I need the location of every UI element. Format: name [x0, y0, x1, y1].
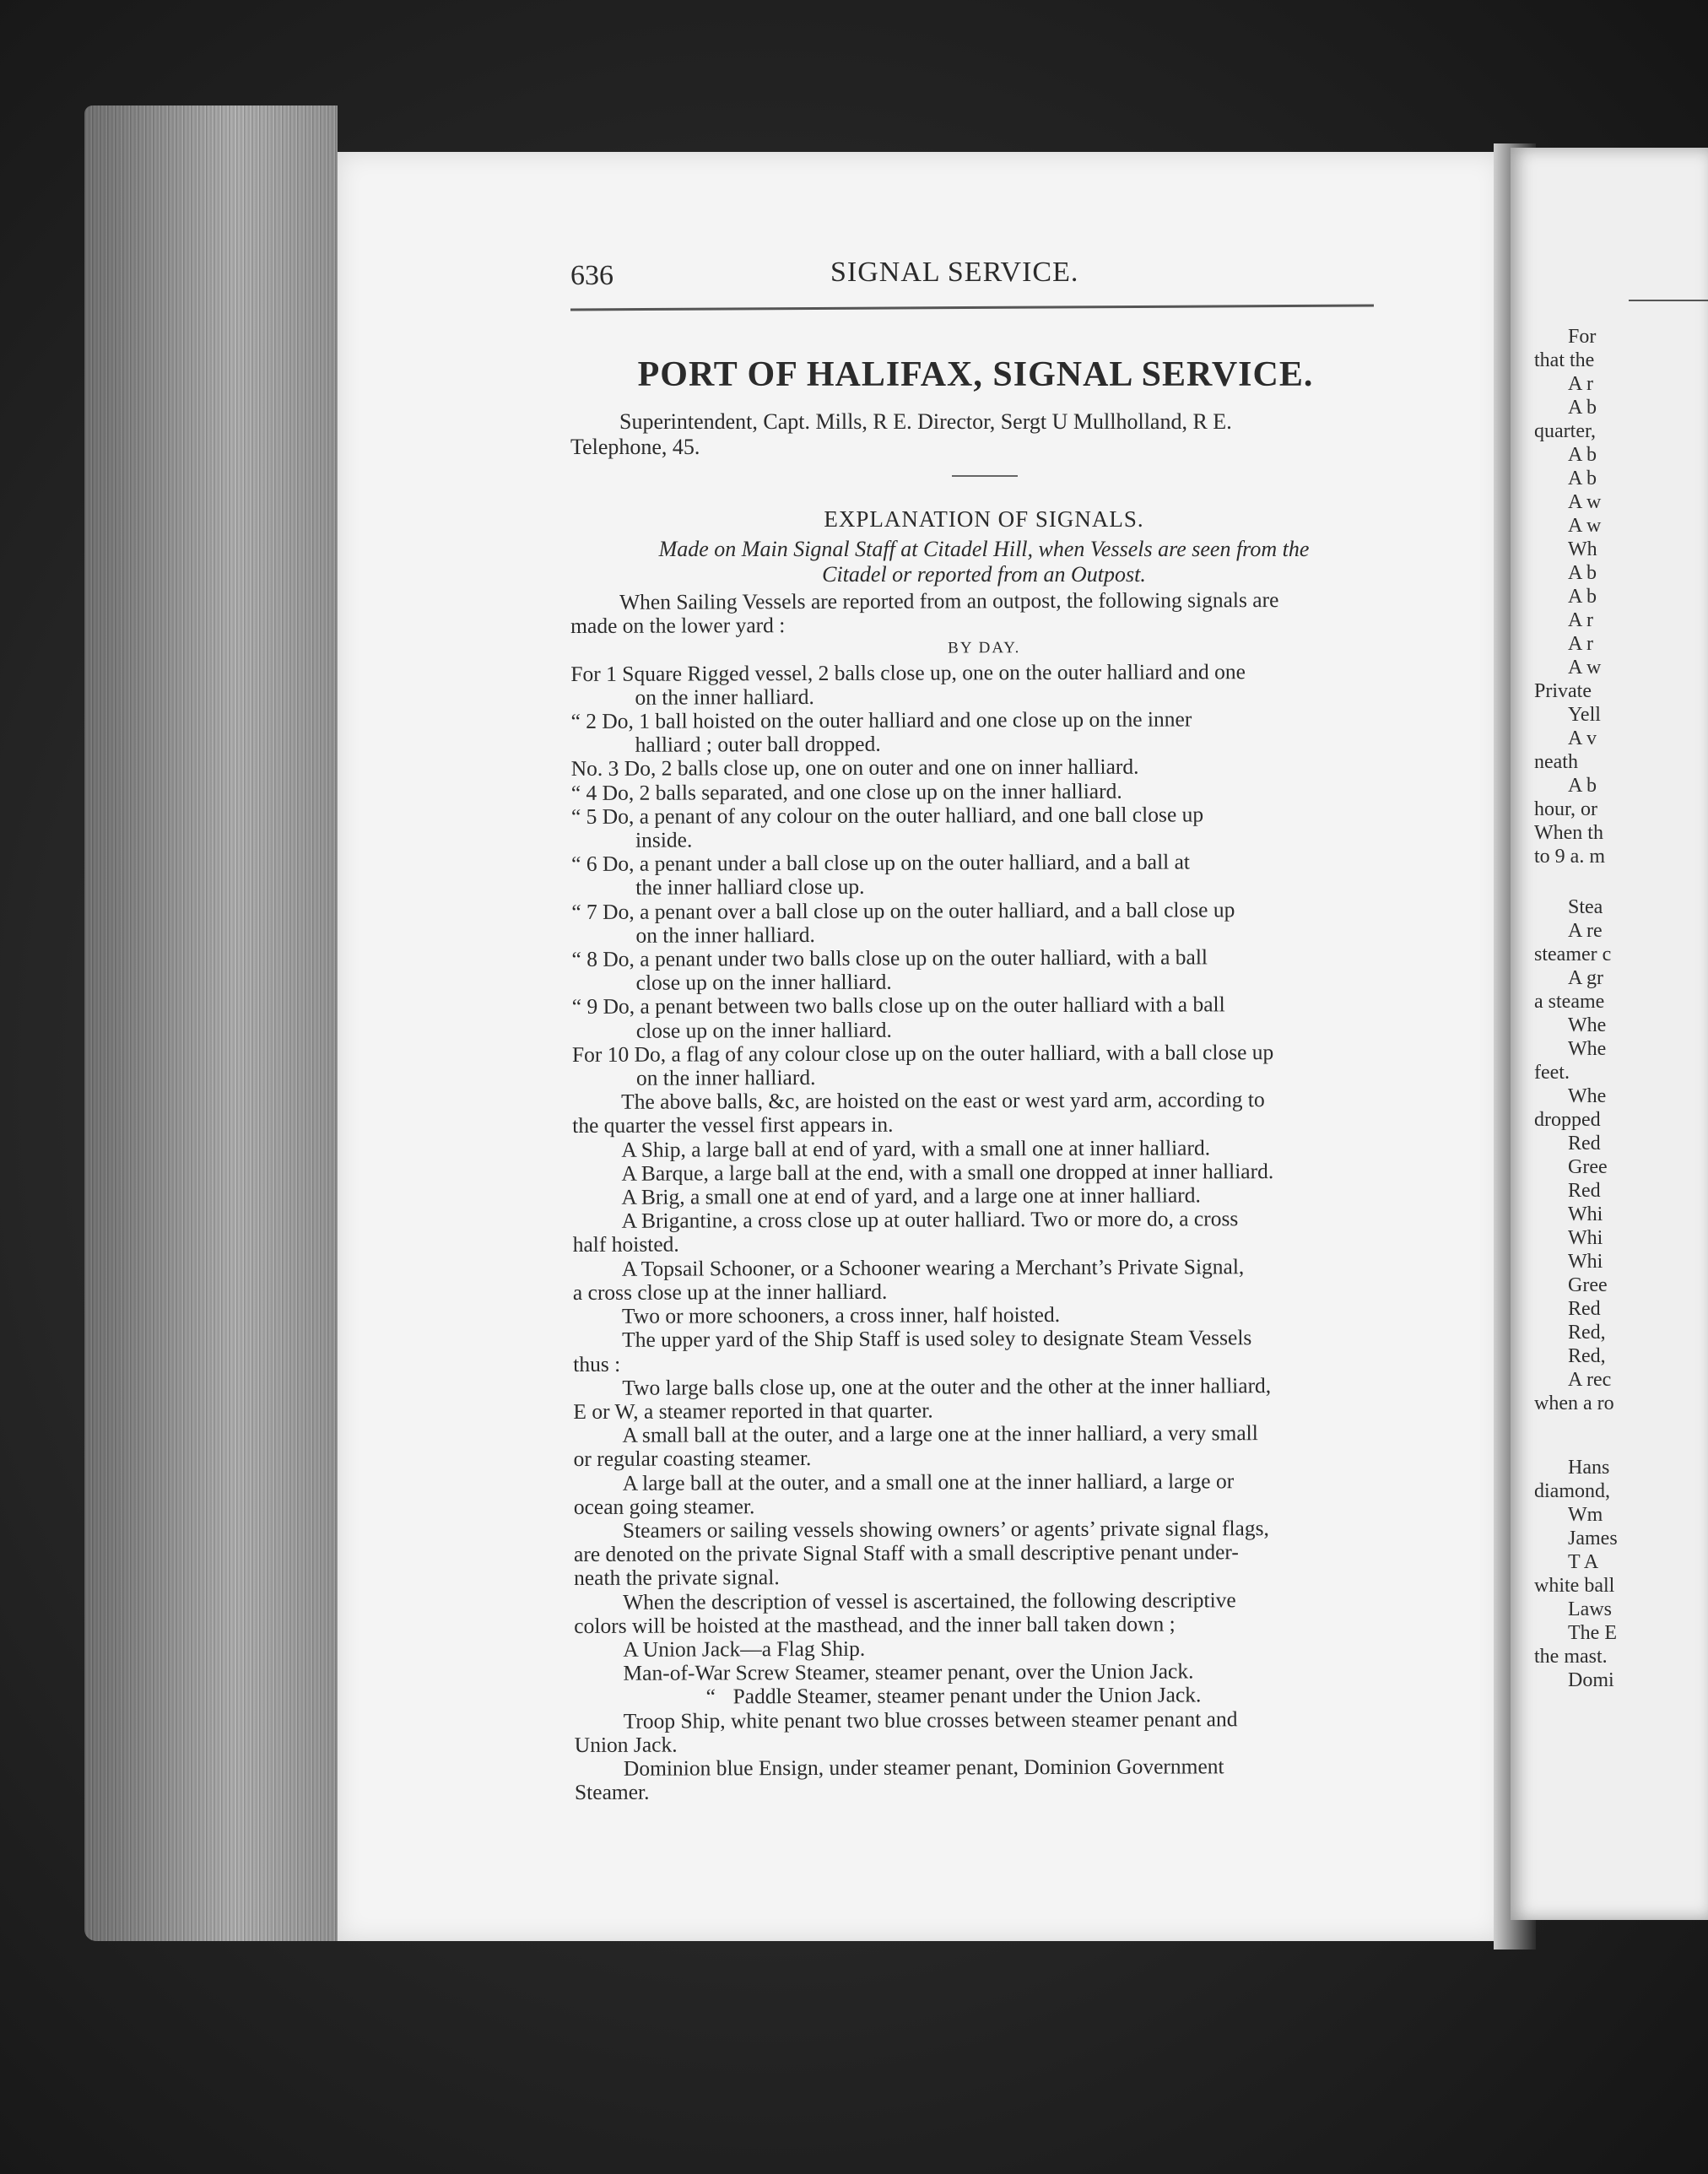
steamer-signal: A large ball at the outer, and a small one at the inner halliard, a large or: [622, 1468, 1235, 1495]
right-page-line: A b: [1568, 562, 1597, 584]
right-page-line: when a ro: [1534, 1393, 1614, 1414]
right-page-line: A w: [1568, 491, 1602, 513]
right-page-line: A b: [1568, 444, 1597, 466]
signal-entry: “ 4 Do, 2 balls separated, and one close up on the inner halliard.: [570, 778, 1122, 805]
section-subheading: [570, 537, 1397, 587]
subheading-line: Made on Main Signal Staff at Citadel Hill, when Vessels are seen from the: [658, 537, 1310, 561]
right-page-line: Red: [1568, 1180, 1601, 1202]
right-page-line: A rec: [1568, 1369, 1612, 1391]
descriptive-signal: Steamer.: [574, 1779, 650, 1805]
right-page-line: that the: [1534, 349, 1595, 371]
paddle-signal: Paddle Steamer, steamer penant under the Union Jack.: [732, 1682, 1202, 1709]
right-page-line: Gree: [1568, 1274, 1608, 1296]
right-page: [1511, 148, 1708, 1920]
steamer-signal: ocean going steamer.: [573, 1493, 755, 1519]
signal-entry-continued: close up on the inner halliard.: [635, 969, 892, 995]
vessel-signal: A Ship, a large ball at end of yard, with a small one at inner halliard.: [621, 1135, 1211, 1162]
right-page-line: A w: [1568, 515, 1602, 537]
page-header: [570, 253, 1382, 304]
right-page-line: Stea: [1568, 896, 1603, 918]
right-page-line: Yell: [1568, 704, 1601, 726]
right-page-line: quarter,: [1534, 420, 1596, 442]
signal-entry-continued: close up on the inner halliard.: [635, 1017, 892, 1043]
section-divider: [952, 475, 1018, 477]
right-page-line: The E: [1568, 1622, 1617, 1644]
signals-list: [570, 659, 1399, 1090]
descriptive-signal: [575, 1683, 1402, 1710]
signal-entry-continued: on the inner halliard.: [635, 1065, 816, 1090]
body-text: [570, 588, 1402, 1805]
right-page-line: Private: [1534, 680, 1592, 702]
right-page-line: T A: [1568, 1551, 1599, 1573]
steamer-signal: E or W, a steamer reported in that quarter.: [573, 1398, 933, 1424]
intro-line: When Sailing Vessels are reported from an outpost, the following signals are: [619, 587, 1279, 614]
descriptive-signal: A Union Jack—a Flag Ship.: [623, 1636, 866, 1662]
right-page-line: Red: [1568, 1133, 1601, 1155]
page-number: 636: [570, 260, 613, 291]
signal-entry: No. 3 Do, 2 balls close up, one on outer and one on inner halliard.: [570, 754, 1139, 781]
right-page-line: Whi: [1568, 1203, 1603, 1225]
right-page-line: Domi: [1568, 1669, 1614, 1691]
vessel-signal: A Topsail Schooner, or a Schooner wearing a Merchant’s Private Signal,: [621, 1253, 1245, 1281]
right-page-line: steamer c: [1534, 944, 1612, 965]
steamer-signal: are denoted on the private Signal Staff with a small descriptive penant under-: [573, 1539, 1239, 1567]
right-page-line: A re: [1568, 920, 1603, 942]
vessel-signal: half hoisted.: [572, 1232, 679, 1257]
right-page-line: Whe: [1568, 1085, 1607, 1107]
paragraph-line: colors will be hoisted at the masthead, and the inner ball taken down ;: [574, 1611, 1176, 1638]
steamer-signal: A small ball at the outer, and a large one at the inner halliard, a very small: [622, 1420, 1258, 1447]
right-page-line: A w: [1568, 657, 1602, 679]
right-page-line: A r: [1568, 373, 1593, 395]
signal-entry-continued: halliard ; outer ball dropped.: [635, 731, 881, 757]
page-title: PORT OF HALIFAX, SIGNAL SERVICE.: [637, 355, 1314, 394]
paragraph-line: thus :: [573, 1351, 621, 1376]
right-page-line: Whe: [1568, 1014, 1607, 1036]
right-page-line: A r: [1568, 609, 1593, 631]
right-page-line: Wm: [1568, 1504, 1603, 1526]
subheading-line: Citadel or reported from an Outpost.: [822, 562, 1146, 587]
right-page-line: diamond,: [1534, 1480, 1610, 1502]
paragraph-line: The above balls, &c, are hoisted on the east or west yard arm, according to: [621, 1087, 1265, 1115]
right-page-line: neath: [1534, 751, 1578, 773]
right-page-line: Laws: [1568, 1598, 1612, 1620]
right-page-line: to 9 a. m: [1534, 846, 1605, 868]
signal-entry: For 1 Square Rigged vessel, 2 balls close up, one on the outer halliard and one: [570, 658, 1246, 686]
signal-entry: “ 6 Do, a penant under a ball close up on the outer halliard, and a ball at: [571, 849, 1191, 877]
right-page-line: James: [1568, 1528, 1618, 1549]
signal-entry: “ 7 Do, a penant over a ball close up on the outer halliard, and a ball close up: [571, 896, 1235, 924]
descriptive-signal: Union Jack.: [574, 1732, 678, 1757]
telephone-line: Telephone, 45.: [570, 435, 700, 459]
staff-info: [570, 409, 1397, 460]
signal-entry: “ 2 Do, 1 ball hoisted on the outer halliard and one close up on the inner: [570, 706, 1192, 734]
paragraph-line: The upper yard of the Ship Staff is used soley to designate Steam Vessels: [622, 1325, 1252, 1353]
section-heading: EXPLANATION OF SIGNALS.: [824, 506, 1144, 532]
signal-entry-continued: on the inner halliard.: [635, 684, 814, 710]
right-page-line: the mast.: [1534, 1646, 1608, 1668]
steamer-signal: or regular coasting steamer.: [573, 1446, 812, 1472]
right-page-line: For: [1568, 326, 1597, 348]
right-page-line: A b: [1568, 586, 1597, 608]
paragraph-line: the quarter the vessel first appears in.: [572, 1112, 894, 1138]
vessel-signal: Two or more schooners, a cross inner, half hoisted.: [621, 1302, 1061, 1328]
ditto-mark: “: [705, 1684, 716, 1709]
right-page-line: Wh: [1568, 538, 1597, 560]
vessel-signal: A Brigantine, a cross close up at outer halliard. Two or more do, a cross: [621, 1206, 1239, 1234]
signal-entry-continued: inside.: [635, 827, 693, 852]
right-page-line: a steame: [1534, 991, 1605, 1013]
right-page-line: Red: [1568, 1298, 1601, 1320]
vessel-signal: a cross close up at the inner halliard.: [572, 1279, 888, 1305]
right-page-line: A b: [1568, 397, 1597, 419]
paragraph-line: When the description of vessel is ascertained, the following descriptive: [623, 1587, 1236, 1614]
right-page-line: A b: [1568, 468, 1597, 489]
steamer-signal: neath the private signal.: [574, 1565, 780, 1591]
signal-entry: “ 9 Do, a penant between two balls close up on the outer halliard with a ball: [571, 992, 1225, 1019]
vessel-signal: A Brig, a small one at end of yard, and a large one at inner halliard.: [621, 1182, 1201, 1209]
right-page-line: feet.: [1534, 1062, 1570, 1084]
right-page-line: dropped: [1534, 1109, 1601, 1131]
right-page-line: When th: [1534, 822, 1603, 844]
right-page-header-rule: [1629, 300, 1708, 301]
by-day-heading: BY DAY.: [948, 639, 1021, 657]
staff-line: Superintendent, Capt. Mills, R E. Director, Sergt U Mullholland, R E.: [619, 409, 1232, 434]
right-page-line: Red,: [1568, 1345, 1606, 1367]
right-page-line: A v: [1568, 727, 1597, 749]
right-page-line: Whe: [1568, 1038, 1607, 1060]
intro-line: made on the lower yard :: [570, 613, 786, 639]
signal-entry: “ 5 Do, a penant of any colour on the outer halliard, and one ball close up: [570, 802, 1204, 829]
right-page-line: A b: [1568, 775, 1597, 797]
descriptive-signal: Dominion blue Ensign, under steamer penant, Dominion Government: [623, 1754, 1224, 1781]
right-page-line: A r: [1568, 633, 1593, 655]
signal-entry-continued: the inner halliard close up.: [635, 874, 865, 900]
descriptive-signal: Troop Ship, white penant two blue crosses between steamer penant and: [623, 1706, 1238, 1733]
right-page-line: Whi: [1568, 1227, 1603, 1249]
running-title: SIGNAL SERVICE.: [830, 257, 1079, 288]
signal-entry: For 10 Do, a flag of any colour close up on the outer halliard, with a ball close up: [571, 1039, 1274, 1067]
vessel-signal: A Barque, a large ball at the end, with a small one dropped at inner halliard.: [621, 1158, 1274, 1186]
signal-entry-continued: on the inner halliard.: [635, 922, 815, 948]
right-page-line: white ball: [1534, 1575, 1615, 1597]
steamer-signal: Steamers or sailing vessels showing owners’ or agents’ private signal flags,: [622, 1516, 1269, 1543]
steamer-signal: Two large balls close up, one at the outer and the other at the inner halliard,: [622, 1372, 1272, 1400]
right-page-line: hour, or: [1534, 798, 1598, 820]
right-page-line: Red,: [1568, 1322, 1606, 1344]
right-page-line: Gree: [1568, 1156, 1608, 1178]
right-page-line: A gr: [1568, 967, 1603, 989]
descriptive-signal: Man-of-War Screw Steamer, steamer penant, over the Union Jack.: [623, 1658, 1194, 1685]
right-page-line: Hans: [1568, 1457, 1610, 1479]
page-stack-shadow: [84, 105, 338, 1941]
signal-entry: “ 8 Do, a penant under two balls close up on the outer halliard, with a ball: [571, 944, 1208, 972]
right-page-line: Whi: [1568, 1251, 1603, 1273]
